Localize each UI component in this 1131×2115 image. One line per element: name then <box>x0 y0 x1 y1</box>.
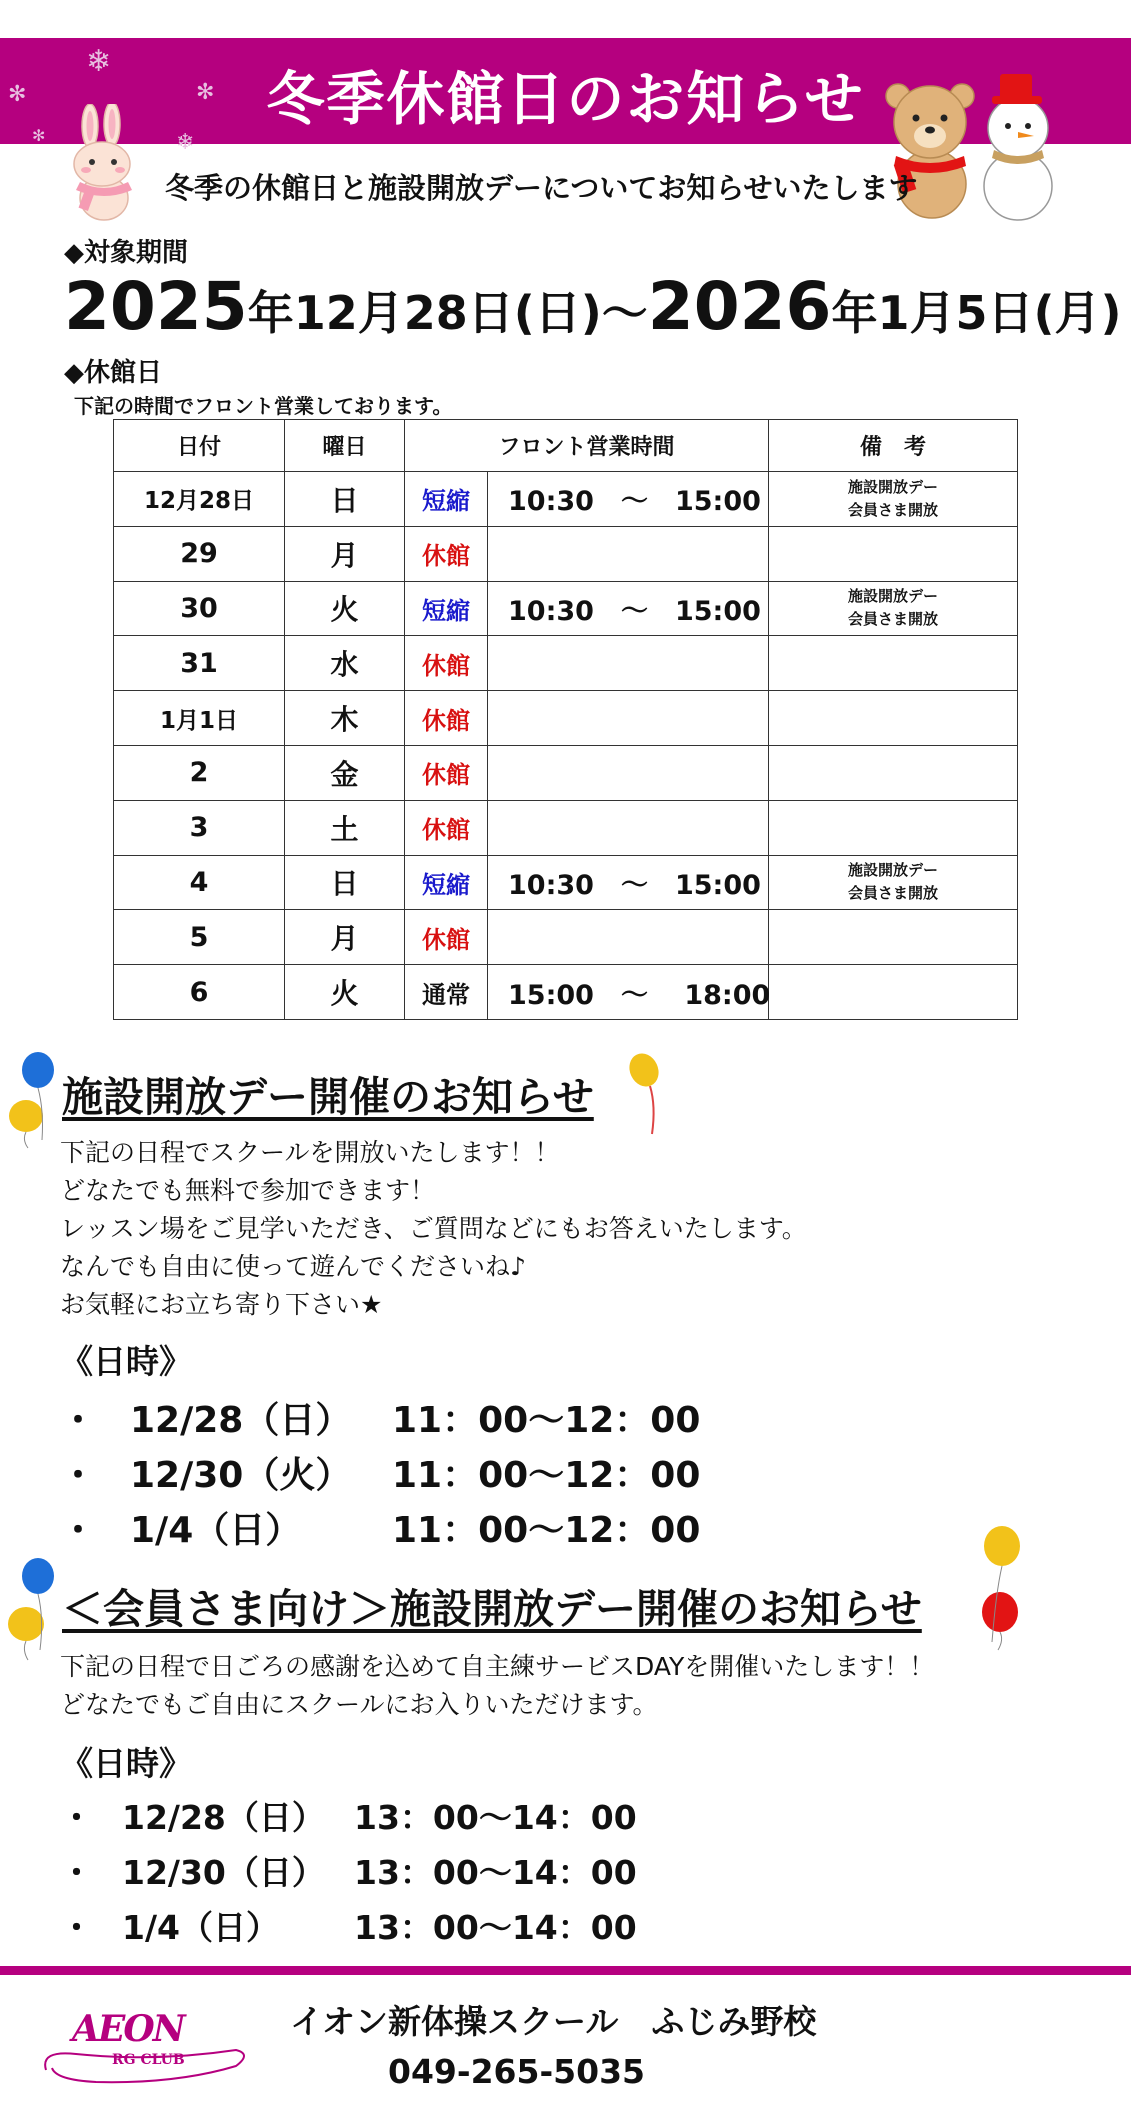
cell-note <box>769 745 1018 800</box>
open-day-description <box>60 1134 807 1324</box>
table-row <box>114 855 1018 910</box>
cell-date: 31 <box>114 636 285 691</box>
period-end-year: 2026 <box>647 268 832 345</box>
cell-day: 月 <box>285 910 405 965</box>
open-day-line: 下記の日程でスクールを開放いたします！！ <box>60 1138 560 1167</box>
cell-note <box>769 526 1018 581</box>
aeon-logo-sub: RG CLUB <box>112 2052 185 2068</box>
cell-date: 6 <box>114 965 285 1020</box>
cell-day: 金 <box>285 745 405 800</box>
table-row <box>114 581 1018 636</box>
open-day-schedule <box>60 1392 700 1557</box>
header-note: 備 考 <box>769 420 1018 472</box>
cell-day: 月 <box>285 526 405 581</box>
cell-date: 5 <box>114 910 285 965</box>
table-row <box>114 965 1018 1020</box>
table-row <box>114 526 1018 581</box>
cell-status: 休館 <box>405 691 488 746</box>
member-day-description <box>60 1648 934 1724</box>
list-item: ・ 12/28（日） 13：00～14：00 <box>60 1798 637 1837</box>
member-day-line: どなたでもご自由にスクールにお入りいただけます。 <box>60 1690 658 1719</box>
cell-time <box>488 745 769 800</box>
balloon-icon <box>974 1522 1036 1652</box>
cell-status: 短縮 <box>405 472 488 527</box>
list-item: ・ 12/28（日） 11：00～12：00 <box>60 1400 701 1441</box>
cell-day: 火 <box>285 965 405 1020</box>
cell-time: 15:00 ～ 18:00 <box>488 965 769 1020</box>
cell-note <box>769 855 1018 910</box>
table-row <box>114 636 1018 691</box>
cell-day: 火 <box>285 581 405 636</box>
cell-note <box>769 800 1018 855</box>
phone-number: 049-265-5035 <box>388 2052 646 2091</box>
balloon-icon <box>8 1050 60 1150</box>
balloon-icon <box>626 1050 666 1140</box>
cell-time <box>488 910 769 965</box>
member-day-schedule <box>60 1792 637 1957</box>
table-header-row <box>114 420 1018 472</box>
member-day-title: ＜会員さま向け＞施設開放デー開催のお知らせ <box>62 1585 922 1633</box>
cell-note <box>769 581 1018 636</box>
cell-note <box>769 691 1018 746</box>
period-end-date: 年1月5日(月) <box>831 286 1122 340</box>
cell-status: 通常 <box>405 965 488 1020</box>
rabbit-icon <box>62 104 152 222</box>
open-day-line: お気軽にお立ち寄り下さい★ <box>60 1290 383 1319</box>
period-start-year: 2025 <box>64 268 248 345</box>
member-day-line: 下記の日程で日ごろの感謝を込めて自主練サービスDAYを開催いたします！！ <box>60 1652 935 1681</box>
header-hours: フロント営業時間 <box>405 420 769 472</box>
list-item: ・ 1/4（日） 13：00～14：00 <box>60 1908 637 1947</box>
cell-date: 30 <box>114 581 285 636</box>
cell-date: 29 <box>114 526 285 581</box>
cell-status: 休館 <box>405 526 488 581</box>
cell-status: 休館 <box>405 745 488 800</box>
list-item: ・ 12/30（火） 11：00～12：00 <box>60 1455 701 1496</box>
open-day-schedule-label: 《日時》 <box>60 1342 192 1381</box>
closure-table <box>113 419 1018 1020</box>
footer-divider <box>0 1966 1131 1975</box>
table-row <box>114 472 1018 527</box>
snowflake-icon: ❄ <box>176 130 195 155</box>
period-start-date: 年12月28日(日)～ <box>247 286 648 340</box>
open-day-line: レッスン場をご見学いただき、ご質問などにもお答えいたします。 <box>60 1214 807 1243</box>
school-name: イオン新体操スクール ふじみ野校 <box>290 2002 817 2041</box>
header-date: 日付 <box>114 420 285 472</box>
cell-note-line: 会員さま開放 <box>848 884 939 903</box>
cell-day: 木 <box>285 691 405 746</box>
aeon-logo: AEON <box>72 2008 184 2050</box>
header-day: 曜日 <box>285 420 405 472</box>
cell-day: 日 <box>285 472 405 527</box>
cell-date: 1月1日 <box>114 691 285 746</box>
cell-time: 10:30 ～ 15:00 <box>488 581 769 636</box>
member-day-schedule-label: 《日時》 <box>60 1744 192 1783</box>
table-row <box>114 910 1018 965</box>
period-range <box>64 268 1122 345</box>
cell-time: 10:30 ～ 15:00 <box>488 472 769 527</box>
cell-note-line: 施設開放デー <box>848 861 939 880</box>
list-item: ・ 1/4（日） 11：00～12：00 <box>60 1510 701 1551</box>
cell-time: 10:30 ～ 15:00 <box>488 855 769 910</box>
balloon-icon <box>4 1554 60 1664</box>
cell-note-line: 会員さま開放 <box>848 500 939 519</box>
table-row <box>114 800 1018 855</box>
snowflake-icon: ✻ <box>32 126 46 145</box>
snowflake-icon: ❄ <box>86 44 112 79</box>
period-label: ◆対象期間 <box>64 238 188 268</box>
cell-time <box>488 636 769 691</box>
closure-note: 下記の時間でフロント営業しております。 <box>74 394 453 418</box>
cell-time <box>488 800 769 855</box>
table-row <box>114 691 1018 746</box>
cell-date: 12月28日 <box>114 472 285 527</box>
cell-note <box>769 636 1018 691</box>
cell-date: 3 <box>114 800 285 855</box>
cell-note <box>769 472 1018 527</box>
cell-day: 日 <box>285 855 405 910</box>
cell-note-line: 会員さま開放 <box>848 610 939 629</box>
cell-day: 水 <box>285 636 405 691</box>
cell-note-line: 施設開放デー <box>848 477 939 496</box>
closure-label: ◆休館日 <box>64 358 162 388</box>
page-title: 冬季休館日のお知らせ <box>266 65 865 133</box>
snowflake-icon: ✻ <box>196 80 215 105</box>
cell-status: 短縮 <box>405 855 488 910</box>
cell-status: 休館 <box>405 636 488 691</box>
cell-day: 土 <box>285 800 405 855</box>
open-day-title: 施設開放デー開催のお知らせ <box>62 1073 594 1121</box>
cell-time <box>488 526 769 581</box>
list-item: ・ 12/30（日） 13：00～14：00 <box>60 1853 637 1892</box>
cell-status: 休館 <box>405 800 488 855</box>
cell-time <box>488 691 769 746</box>
page-subtitle: 冬季の休館日と施設開放デーについてお知らせいたします <box>165 171 918 205</box>
open-day-line: なんでも自由に使って遊んでくださいね♪ <box>60 1252 526 1281</box>
cell-note <box>769 965 1018 1020</box>
cell-date: 2 <box>114 745 285 800</box>
cell-status: 休館 <box>405 910 488 965</box>
snowflake-icon: ✻ <box>8 82 27 107</box>
table-row <box>114 745 1018 800</box>
cell-note <box>769 910 1018 965</box>
open-day-line: どなたでも無料で参加できます！ <box>60 1176 436 1205</box>
cell-status: 短縮 <box>405 581 488 636</box>
cell-date: 4 <box>114 855 285 910</box>
cell-note-line: 施設開放デー <box>848 587 939 606</box>
